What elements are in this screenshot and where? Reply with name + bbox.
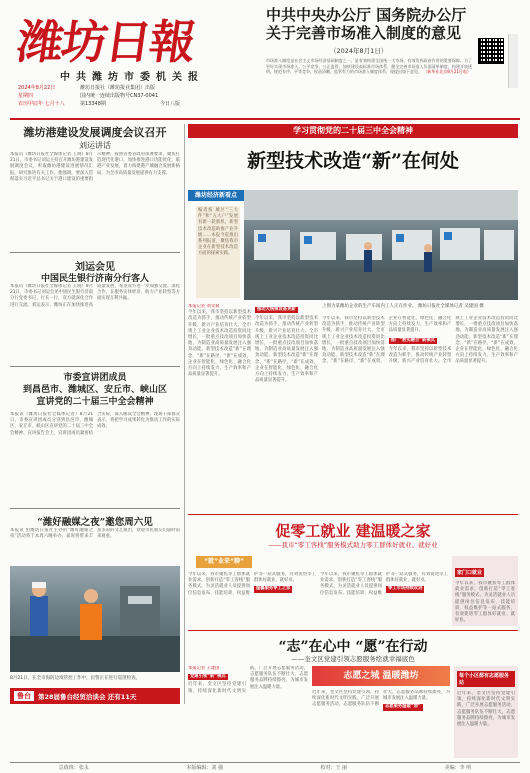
volunteer-story-subtitle: ——奎文区党建引领志愿服务绘就幸福底色 bbox=[291, 655, 415, 663]
masthead-subtitle: 中共潍坊市委机关报 bbox=[60, 72, 204, 83]
main-body-text-3: 今年以来，我市坚持以新型技术改造为抓手，推动传统产业转型升级，新兴产业培育壮大。全市规上工业企业技术改造投资同比增长，一批重点技改项目加快落地，为制造业高质量发展注入强劲动能。新型技术改造“新”在理念、“新”在路径、“新”在成效，企业在智能化、绿色化、融合化方向上持续发力，生产效率和产品质量显著提升。 bbox=[322, 316, 452, 365]
main-photo bbox=[244, 190, 518, 300]
main-reporter: 本报记者 刘文斌 bbox=[188, 304, 220, 309]
main-photo-caption: 上图为某潍坊企业的生产车间内工人正在作业。 潍坊日报社全媒体记者 吴建国 摄 bbox=[322, 304, 484, 309]
workers-illustration bbox=[10, 566, 180, 672]
story2-body: 本报讯（潍坊日报社全媒体记者 王晓）8月21日，市委书记刘运会见中国民生银行济南分行党委书记、行长一行，双方就深化合作进行交流。刘运表示，潍坊正在加快推进高质量发展，希望双方进一步加强交流、深化合作，在服务实体经济、助力产业转型等方面实现互利共赢。 bbox=[10, 284, 180, 308]
lead-story-body bbox=[266, 58, 472, 98]
qr-code-icon bbox=[478, 38, 504, 64]
jobs-subhead-2: 零工市场持续改进 bbox=[388, 586, 423, 592]
main-subhead-1: 推动大规模设备更新 bbox=[257, 307, 296, 312]
volunteer-sidebar-tag: 每个小区都有志愿服务站 bbox=[457, 671, 515, 687]
story3-title-line2: 到昌邑市、潍城区、安丘市、峡山区 bbox=[22, 385, 167, 395]
jobs-tag: “就”业来“聊” bbox=[196, 556, 252, 568]
publisher-name: 潍坊日报社（潍坊报业集团）出版 bbox=[80, 85, 156, 91]
volunteer-sidebar-body: 近年来，奎文区坚持党建引领，持续深化新时代文明实践，广泛开展志愿服务活动，志愿服务队伍不断壮大，志愿服务品牌持续擦亮，为城市发展注入温暖力量。 bbox=[457, 691, 515, 728]
volunteer-banner: 志愿之城 温暖潍坊 bbox=[312, 666, 450, 686]
jobs-subhead-1: 温馨服务零工之家 bbox=[256, 586, 291, 592]
volunteer-story-title: “志”在心中 “愿”在行动 bbox=[278, 639, 428, 655]
jobs-sidebar-tag: 家门口就业 bbox=[457, 570, 483, 576]
column-divider bbox=[184, 124, 185, 704]
divider bbox=[10, 508, 180, 509]
footer-rule bbox=[10, 762, 520, 763]
footer-credit: 总值班：张永 bbox=[58, 765, 89, 771]
lead-continued: （新华社北京8月21日电） bbox=[423, 69, 471, 75]
volunteer-body-text: 近年来，奎文区坚持党建引领，持续深化新时代文明实践，广泛开展志愿服务活动，志愿服务队伍不断壮大，志愿服务品牌持续擦亮，为城市发展注入温暖力量。 bbox=[188, 666, 308, 694]
footer-credit: 本版编辑：刘 强 bbox=[186, 765, 223, 771]
main-story-title: 新型技术改造“新”在何处 bbox=[247, 150, 459, 172]
story3-title-line1: 市委宣讲团成员 bbox=[63, 373, 127, 383]
story2-title: 刘运会见 bbox=[75, 262, 115, 273]
main-subhead-2: 推广“数实融合”新模式 bbox=[390, 337, 435, 343]
publication-number: 国内统一连续出版物号CN37-0041 bbox=[80, 93, 159, 99]
section-rule bbox=[188, 514, 518, 515]
lead-title-line2: 关于完善市场准入制度的意见 bbox=[266, 24, 462, 42]
footer-credit: 校对：王 丽 bbox=[320, 765, 348, 771]
jobs-body-text-2: 今年以来，我市聚焦零工群体就业需求，创新打造“零工客栈”服务模式，为灵活就业人员提供岗位信息发布、技能培训、权益维护等一站式服务，有效促进零工群体好就业、就好业。 bbox=[320, 572, 448, 596]
story4-body: 本报讯 由潍坊日报社主办的“潍好融媒之夜”活动将于本周六晚举办，届时将带来丰富多彩的文艺演出，欢迎市民朋友们届时前来观看。 bbox=[10, 528, 180, 540]
jobs-story-body bbox=[188, 572, 448, 626]
story2-subtitle: 中国民生银行济南分行客人 bbox=[40, 274, 149, 284]
issue-number: 第13348期 bbox=[80, 101, 106, 107]
story1-body: 本报讯（潍坊日报社全媒体记者 王晓）8月21日，市委书记刘运主持召开潍坊港建设发展调度会议，听取潍坊港建设进展情况汇报，研究推进有关工作。他强调，要深入贯彻落实习近平总书记关于港口建设的重要指示精神，按照省委省政府部署要求，聚焦打造现代化港口，加快推进港口功能优化、临港产业发展，着力构建港产城融合发展新格局，为全市高质量发展提供有力支撑。 bbox=[10, 152, 180, 182]
publisher-info bbox=[80, 84, 180, 108]
page-count: 今日八版 bbox=[159, 101, 180, 107]
lead-story-date: （2024年8月1日） bbox=[330, 47, 388, 55]
section-banner: 学习贯彻党的二十届三中全会精神 bbox=[188, 124, 518, 138]
main-story-body-cont bbox=[322, 316, 518, 510]
series-tag: 潍坊经济新看点 bbox=[188, 190, 244, 201]
volunteer-reporter: 本报记者 王建国 bbox=[188, 666, 220, 671]
lead-body-text: 市场准入制度是社会主义市场经济基础制度之一，是有效构建全国统一大市场、有效发挥政府作用的重要保障。为了更好实现市场准入、公平竞争、公正监管，加快建设高标准市场体系，健全完善市场准入负面清单制度，构建开放透明、规范有序、平等竞争、权责清晰、监管有力的市场准入制度体系，现提出如下意见。 bbox=[266, 58, 472, 75]
masthead-rule bbox=[10, 118, 520, 120]
lead-story-title bbox=[266, 6, 496, 42]
story3-title-line3: 宣讲党的二十届三中全会精神 bbox=[36, 397, 154, 407]
divider bbox=[10, 252, 180, 253]
footer-credits bbox=[10, 764, 520, 771]
section-rule bbox=[188, 630, 518, 631]
factory-illustration bbox=[244, 190, 518, 300]
main-story-body bbox=[188, 304, 318, 510]
jobs-sidebar bbox=[452, 556, 518, 626]
lead-title-line1: 中共中央办公厅 国务院办公厅 bbox=[266, 6, 467, 24]
story4-title: “潍好融媒之夜”邀您周六见 bbox=[37, 517, 153, 528]
main-body-text: 今年以来，我市坚持以新型技术改造为抓手，推动传统产业转型升级，新兴产业培育壮大。全市规上工业企业技术改造投资同比增长，一批重点技改项目加快落地，为制造业高质量发展注入强劲动能。新型技术改造“新”在理念、“新”在路径、“新”在成效，企业在智能化、绿色化、融合化方向上持续发力，生产效率和产品质量显著提升。 bbox=[188, 310, 251, 378]
volunteer-body-left bbox=[188, 666, 308, 758]
main-body-text-2: 今年以来，我市坚持以新型技术改造为抓手，推动传统产业转型升级，新兴产业培育壮大。全市规上工业企业技术改造投资同比增长，一批重点技改项目加快落地，为制造业高质量发展注入强劲动能。新型技术改造“新”在理念、“新”在路径、“新”在成效，企业在智能化、绿色化、融合化方向上持续发力，生产效率和产品质量显著提升。 bbox=[255, 316, 318, 384]
editor-note: 编者按 城区“三大件”和“五大户”发展有新一轮新机，新型技术改造助推产业升级……本报今起推出系列报道，聚焦我市企业在新型技术改造方面的探索实践。 bbox=[196, 206, 240, 298]
issue-lunar-date: 农历甲辰年 七月十八 bbox=[18, 101, 65, 107]
story3-title bbox=[10, 372, 180, 408]
left-photo-caption: 8月21日，在全市海防边境管控工作中，民警正在进行巡逻检查。 bbox=[10, 676, 141, 681]
issue-date bbox=[18, 84, 70, 108]
story1-subtitle: 刘运讲话 bbox=[79, 141, 111, 150]
jobs-story-subtitle: ——我市“零工客栈”服务模式助力零工群体好就业、就好业 bbox=[268, 541, 438, 549]
left-photo bbox=[10, 566, 180, 672]
story3-body: 本报讯（潍坊日报社全媒体记者）8月21日，市委宣讲团成员分别到昌邑市、潍城区、安丘市、峡山区宣讲党的二十届三中全会精神。宣讲报告会上，宣讲团成员紧密结合实际，深入解读全会精神，现场干部群众表示，将把学习成果转化为推动工作的实际成效。 bbox=[10, 412, 180, 436]
volunteer-sidebar bbox=[454, 666, 518, 758]
ad-logo-icon: 鲁台 bbox=[14, 691, 34, 701]
jobs-sidebar-body: 今年以来，我市聚焦零工群体就业需求，创新打造“零工客栈”服务模式，为灵活就业人员提供岗位信息发布、技能培训、权益维护等一站式服务，有效促进零工群体好就业、就好业。 bbox=[455, 581, 515, 624]
volunteer-body-text-2: 近年来，奎文区坚持党建引领，持续深化新时代文明实践，广泛开展志愿服务活动，志愿服务队伍不断壮大，志愿服务品牌持续擦亮，为城市发展注入温暖力量。 bbox=[312, 690, 450, 708]
volunteer-subhead-2: 志愿服务温暖“情” bbox=[385, 704, 421, 710]
masthead-logo: 潍坊日報 bbox=[13, 15, 198, 69]
main-body-text-4: 今年以来，我市坚持以新型技术改造为抓手，推动传统产业转型升级，新兴产业培育壮大。全市规上工业企业技术改造投资同比增长，一批重点技改项目加快落地，为制造业高质量发展注入强劲动能。新型技术改造“新”在理念、“新”在路径、“新”在成效，企业在智能化、绿色化、融合化方向上持续发力，生产效率和产品质量显著提升。 bbox=[388, 316, 518, 365]
issue-date-line: 2024年8月22日 bbox=[18, 85, 56, 91]
volunteer-body-mid bbox=[312, 690, 450, 758]
side-strip bbox=[508, 34, 518, 88]
jobs-story-title: 促零工就业 建温暖之家 bbox=[275, 522, 431, 540]
footer-ad bbox=[10, 688, 180, 704]
issue-weekday: 星期四 bbox=[18, 93, 34, 99]
divider bbox=[10, 366, 180, 367]
jobs-body-text: 今年以来，我市聚焦零工群体就业需求，创新打造“零工客栈”服务模式，为灵活就业人员提供岗位信息发布、技能培训、权益维护等一站式服务，有效促进零工群体好就业、就好业。 bbox=[188, 572, 316, 596]
story1-title: 潍坊港建设发展调度会议召开 bbox=[23, 126, 167, 139]
footer-credit: 美编：李 明 bbox=[444, 765, 472, 771]
footer-ad-text: 第28届鲁台经贸洽谈会 还有11天 bbox=[38, 692, 137, 701]
volunteer-subhead-1: 党建引领“新”模式 bbox=[190, 674, 226, 680]
